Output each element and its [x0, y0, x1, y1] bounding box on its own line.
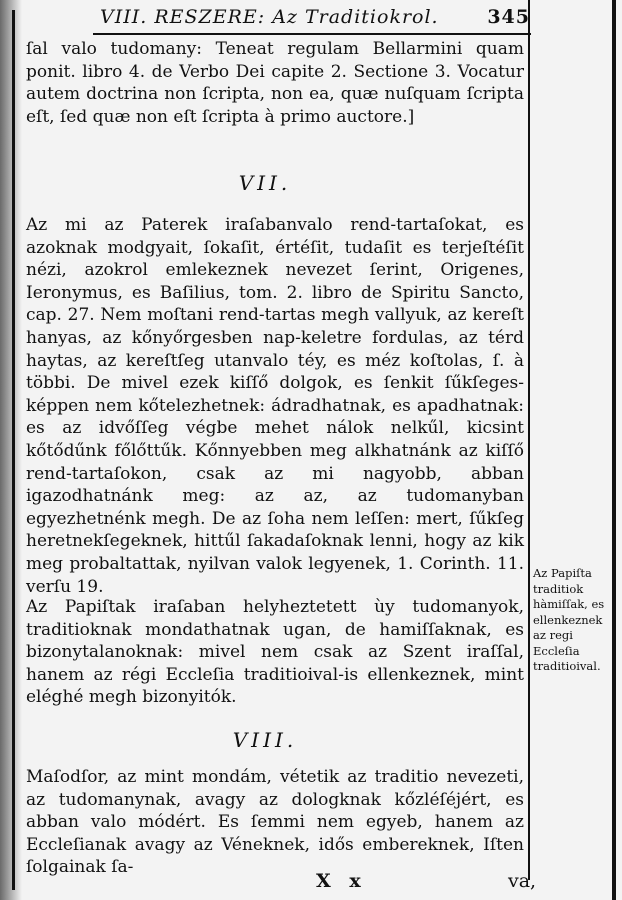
section-heading-viii: VIII.	[232, 728, 298, 752]
paragraph-second: Maſodſor, az mint mondám, vétetik az traditio nevezeti, az tudomanynak, avagy az dologknak kőzléſéjért, es abban valo módért. Es ſemmi nem egyeb, hanem az Eccleſianak avagy az Véneknek, idős embereknek, Iſten ſolgainak ſa-	[26, 767, 524, 878]
paragraph-fathers: Az mi az Paterek iraſabanvalo rend-tartaſokat, es azoknak modgyait, ſokaſit, értéſit, tudaſit es terjeſtéſit nézi, azokrol emlekeznek nevezet ſerint, Origenes, Ieronymus, es Baſilius, tom. 2. libro de Spiritu Sancto, cap. 27. Nem moſtani rend-tartas megh vallyuk, az kereſt hanyas, az kőnyőrgesben nap-keletre fordulas, az térd haytas, az kereſtſeg utanvalo téy, es méz koſtolas, ſ. à többi. De mivel ezek kiſſő dolgok, es ſenkit ſűkſeges-képpen nem kőtelezhetnek: ádradhatnak, es apadhatnak: es az idvőſſeg végbe mehet nálok nelkűl, kicsint kőtődűnk főlőttűk. Kőnnyebben meg alkhatnánk az kiſſő rend-tartaſokon, csak az mi nagyobb, abban igazodhatnánk meg: az az, az tudomanyban egyezhetnénk megh. De az ſoha nem leſſen: mert, ſűkſeg heretnekſegeknek, hittűl ſakadaſoknak lenni, hogy az kik meg probaltattak, nyilvan valok legyenek, 1. Corinth. 11. verſu 19.	[26, 215, 524, 597]
running-title: VIII. RESZERE: Az Traditiokrol.	[100, 6, 439, 28]
binding-shadow	[0, 0, 22, 900]
running-header	[100, 6, 530, 30]
paragraph-continuation: ſal valo tudomany: Teneat regulam Bellarmini quam ponit. libro 4. de Verbo Dei capite 2. Sectione 3. Vocatur autem doctrina non ſcripta, non ea, quæ nuſquam ſcripta eſt, ſed quæ non eſt ſcripta à primo auctore.]	[26, 39, 524, 127]
marginal-note: Az Papiſta traditiok hàmiſſak, es ellenkeznek az regi Eccleſia traditioival.	[533, 566, 605, 673]
right-rule	[612, 0, 616, 900]
section-heading-vii: VII.	[238, 171, 292, 195]
page-number: 345	[487, 6, 530, 28]
catchword: va,	[508, 870, 537, 892]
header-rule	[93, 33, 531, 35]
page-footer	[0, 870, 600, 896]
signature-mark: X x	[316, 870, 367, 892]
left-rule	[12, 10, 15, 890]
paragraph-papists: Az Papiſtak iraſaban helyheztetett ùy tudomanyok, traditioknak mondathatnak ugan, de hamiſſaknak, es bizonytalanoknak: mivel nem csak az Szent iraſſal, hanem az régi Eccleſia traditioival-is ellenkeznek, mint eléghé megh bizonyitók.	[26, 597, 524, 708]
